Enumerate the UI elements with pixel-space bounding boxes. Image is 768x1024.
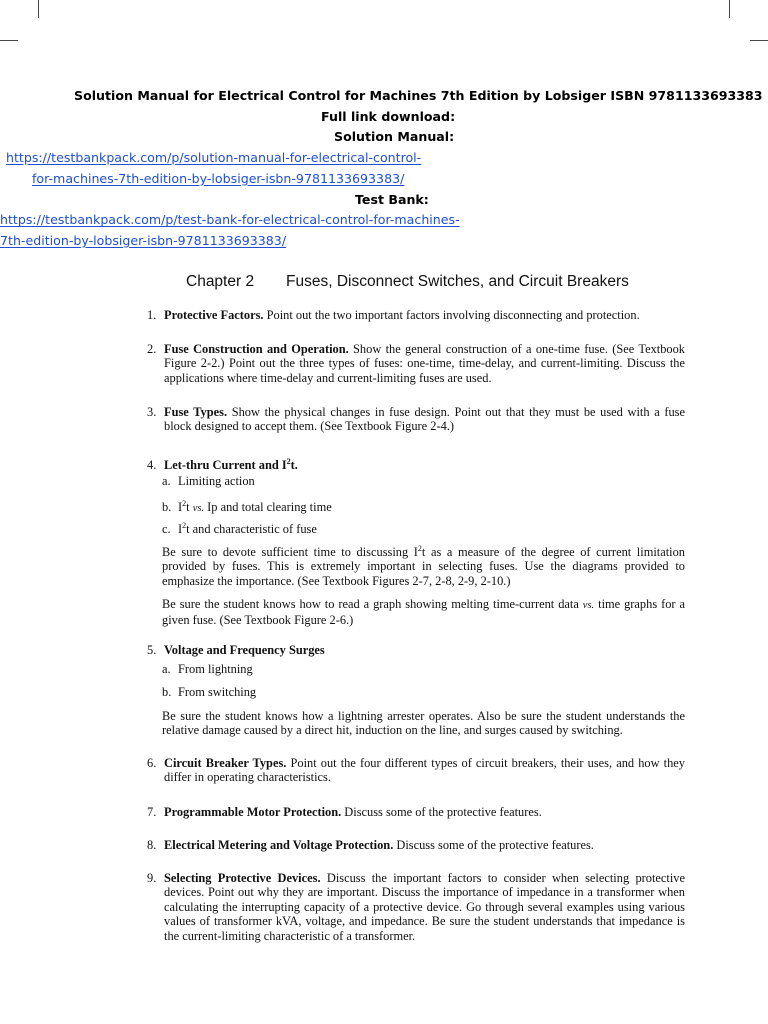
- chapter-title: Fuses, Disconnect Switches, and Circuit Breakers: [286, 273, 629, 290]
- header-title: Solution Manual for Electrical Control for Machines 7th Edition by Lobsiger ISBN 9781133693383: [74, 88, 763, 103]
- list-item: [147, 308, 685, 322]
- item-title: Selecting Protective Devices.: [164, 871, 321, 885]
- item-number: 5.: [147, 643, 157, 657]
- item-text: Discuss the important factors to consider when selecting protective devices. Point out why they are important. Discuss the importance of impedance in a transformer when calculating the interrupting capacity of a protective device. Go through several examples using various values of transformer kVA, voltage, and impedance. Be sure the student understands that impedance is the current-limiting characteristic of a transformer.: [164, 871, 685, 943]
- sub-item: a. From lightning: [162, 662, 253, 676]
- item-title: Let-thru Current and $I^2t$.: [164, 456, 298, 472]
- item-number: 6.: [147, 756, 157, 770]
- list-item: [147, 838, 685, 852]
- item-title: Programmable Motor Protection.: [164, 805, 342, 819]
- item-number: 4.: [147, 458, 157, 472]
- crop-mark-top-right-vertical: [729, 0, 730, 18]
- solution-manual-link-line-2[interactable]: for-machines-7th-edition-by-lobsiger-isbn-9781133693383/: [32, 170, 405, 186]
- list-item: [147, 342, 685, 385]
- list-item: [147, 805, 685, 819]
- item-text: Point out the two important factors involving disconnecting and protection.: [263, 308, 640, 322]
- item-number: 9.: [147, 871, 157, 885]
- item-number: 2.: [147, 342, 157, 356]
- test-bank-link-line-1[interactable]: https://testbankpack.com/p/test-bank-for-electrical-control-for-machines-: [0, 212, 460, 228]
- item-text: Point out the four different types of circuit breakers, their uses, and how they differ in operating characteristics.: [164, 756, 685, 785]
- sub-item: c. $I^2t$ and characteristic of fuse: [162, 520, 317, 536]
- item-text: Discuss some of the protective features.: [393, 838, 594, 852]
- item-text: Show the physical changes in fuse design. Point out that they must be used with a fuse block designed to accept them. (See Textbook Figure 2-4.): [164, 405, 685, 434]
- item-title: Circuit Breaker Types.: [164, 756, 287, 770]
- solution-manual-label: Solution Manual:: [334, 129, 455, 145]
- item-text: Show the general construction of a one-time fuse. (See Textbook Figure 2-2.) Point out the three types of fuses: one-time, time-delay, and current-limiting. Discuss the applications where time-delay and current-limiting fuses are used.: [164, 342, 685, 385]
- chapter-number: Chapter 2: [186, 273, 255, 290]
- item-title: Fuse Types.: [164, 405, 228, 419]
- item-number: 8.: [147, 838, 157, 852]
- item-number: 3.: [147, 405, 157, 419]
- item-title: Voltage and Frequency Surges: [164, 643, 325, 657]
- item-paragraph: Be sure the student knows how a lightning arrester operates. Also be sure the student understands the relative damage caused by a direct hit, induction on the line, and surges caused by switching.: [162, 709, 685, 738]
- test-bank-label: Test Bank:: [355, 191, 429, 207]
- chapter-heading: [186, 273, 629, 291]
- crop-mark-top-right-horizontal: [750, 40, 768, 41]
- sub-item: b. $I^2t$ vs. Ip and total clearing time: [162, 498, 332, 514]
- list-item: [147, 643, 685, 657]
- list-item: [147, 458, 685, 472]
- crop-mark-top-left-horizontal: [0, 40, 18, 41]
- item-number: 1.: [147, 308, 157, 322]
- list-item: [147, 405, 685, 434]
- list-item: [147, 756, 685, 785]
- item-paragraph: Be sure the student knows how to read a graph showing melting time-current data vs. time graphs for a given fuse. (See Textbook Figure 2-6.): [162, 597, 685, 628]
- item-title: Fuse Construction and Operation.: [164, 342, 349, 356]
- full-link-label: Full link download:: [321, 108, 456, 124]
- solution-manual-link-line-1[interactable]: https://testbankpack.com/p/solution-manual-for-electrical-control-: [6, 150, 422, 166]
- sub-item: b. From switching: [162, 685, 257, 699]
- sub-item: a. Limiting action: [162, 474, 255, 488]
- item-text: Discuss some of the protective features.: [341, 805, 542, 819]
- item-title: Electrical Metering and Voltage Protection.: [164, 838, 394, 852]
- item-title: Protective Factors.: [164, 308, 264, 322]
- crop-mark-top-left-vertical: [38, 0, 39, 18]
- item-number: 7.: [147, 805, 157, 819]
- item-paragraph: Be sure to devote sufficient time to discussing $I^2t$ as a measure of the degree of current limitation provided by fuses. This is extremely important in selecting fuses. Use the diagrams provided to emphasize the importance. (See Textbook Figures 2-7, 2-8, 2-9, 2-10.): [162, 543, 685, 588]
- list-item: [147, 871, 685, 943]
- test-bank-link-line-2[interactable]: 7th-edition-by-lobsiger-isbn-9781133693383/: [0, 232, 287, 248]
